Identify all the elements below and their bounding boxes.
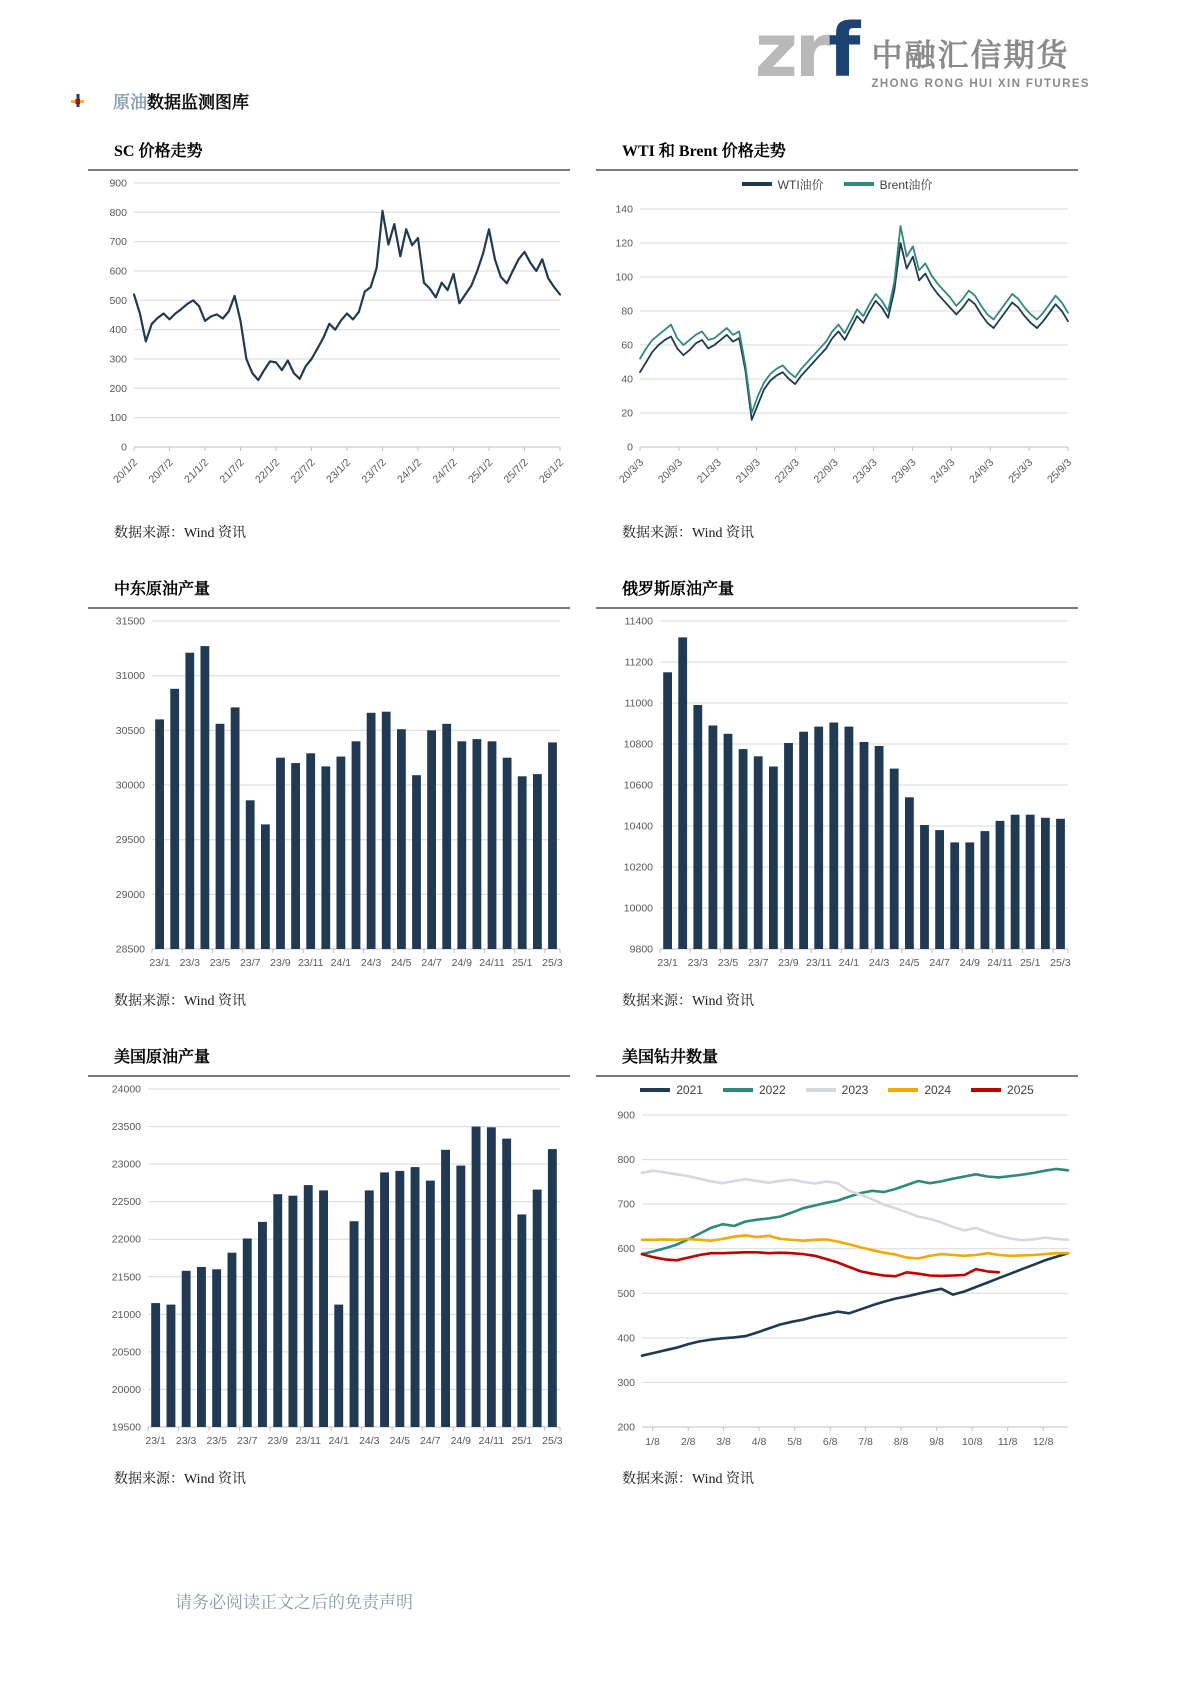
us-rigs-chart — [596, 1103, 1077, 1457]
svg-text:31000: 31000 — [115, 670, 145, 683]
section-title — [70, 88, 249, 113]
legend-label: Brent油价 — [879, 177, 933, 192]
svg-text:140: 140 — [615, 203, 633, 216]
chart-title-wti-brent: WTI 和 Brent 价格走势 — [622, 143, 786, 160]
svg-text:24/11: 24/11 — [478, 1435, 505, 1447]
us-rigs-legend — [596, 1077, 1078, 1103]
svg-text:29000: 29000 — [115, 888, 145, 901]
logo-f-text: f — [828, 8, 858, 94]
svg-text:22/9/3: 22/9/3 — [811, 456, 841, 486]
svg-text:24/9: 24/9 — [959, 957, 981, 969]
svg-text:23/1: 23/1 — [149, 957, 170, 969]
svg-text:23/5: 23/5 — [206, 1435, 227, 1447]
legend-label: 2022 — [758, 1083, 786, 1097]
us-output-card — [88, 1034, 570, 1500]
svg-text:24/1: 24/1 — [330, 957, 352, 969]
svg-text:23/3: 23/3 — [687, 957, 709, 969]
svg-text:25/3: 25/3 — [1050, 957, 1071, 969]
data-source-wti-brent: 数据来源：Wind 资讯 — [622, 526, 755, 541]
svg-text:500: 500 — [617, 1287, 635, 1300]
us-rigs-card — [596, 1034, 1078, 1500]
svg-text:20/3/3: 20/3/3 — [616, 456, 647, 486]
svg-text:22000: 22000 — [111, 1233, 141, 1246]
chart-title-us-output: 美国原油产量 — [114, 1049, 211, 1066]
svg-text:26/1/2: 26/1/2 — [536, 456, 567, 486]
svg-text:24/11: 24/11 — [987, 957, 1013, 969]
page-title — [113, 88, 249, 113]
svg-text:24/3: 24/3 — [360, 957, 382, 969]
chart-grid — [88, 128, 1078, 1500]
svg-text:600: 600 — [617, 1243, 635, 1256]
svg-text:23/11: 23/11 — [295, 1435, 321, 1447]
svg-text:11400: 11400 — [624, 615, 653, 628]
svg-text:21000: 21000 — [111, 1308, 141, 1321]
data-source-us-output: 数据来源：Wind 资讯 — [114, 1472, 247, 1487]
legend-swatch — [640, 1088, 670, 1092]
data-source-middle-east: 数据来源：Wind 资讯 — [114, 994, 247, 1009]
svg-text:23/1: 23/1 — [657, 957, 678, 969]
svg-text:700: 700 — [109, 236, 127, 249]
legend-swatch — [723, 1088, 753, 1092]
svg-text:24/1/2: 24/1/2 — [394, 456, 425, 486]
svg-text:0: 0 — [121, 441, 127, 454]
svg-text:23/11: 23/11 — [805, 957, 832, 969]
svg-text:19500: 19500 — [111, 1421, 141, 1434]
svg-text:24/3: 24/3 — [868, 957, 890, 969]
chart-title-middle-east: 中东原油产量 — [114, 581, 211, 598]
svg-text:22/7/2: 22/7/2 — [288, 456, 318, 486]
page-title-accent: 原油 — [113, 93, 147, 112]
svg-text:2/8: 2/8 — [680, 1436, 696, 1448]
svg-text:20500: 20500 — [111, 1346, 141, 1359]
svg-text:25/1: 25/1 — [511, 1435, 533, 1447]
legend-item — [806, 1083, 869, 1097]
svg-text:800: 800 — [109, 206, 127, 219]
svg-text:23500: 23500 — [111, 1121, 141, 1134]
svg-text:9800: 9800 — [629, 943, 653, 956]
svg-text:30500: 30500 — [115, 724, 145, 737]
svg-text:25/9/3: 25/9/3 — [1044, 456, 1075, 486]
svg-text:24/5: 24/5 — [389, 1435, 411, 1447]
svg-text:25/3/3: 25/3/3 — [1006, 456, 1036, 486]
svg-text:21/1/2: 21/1/2 — [181, 456, 212, 486]
svg-text:12/8: 12/8 — [1032, 1436, 1054, 1448]
svg-text:20000: 20000 — [111, 1383, 141, 1396]
svg-text:300: 300 — [109, 353, 127, 366]
legend-swatch — [971, 1088, 1001, 1092]
data-source-us-rigs: 数据来源：Wind 资讯 — [622, 1472, 755, 1487]
russia-output-card — [596, 566, 1078, 1022]
svg-text:20/1/2: 20/1/2 — [110, 456, 141, 486]
logo-zr-text: zr — [754, 8, 829, 94]
svg-text:24/9: 24/9 — [451, 957, 473, 969]
legend-label: 2021 — [676, 1083, 703, 1097]
wti-brent-legend — [596, 171, 1078, 197]
logo-text-block — [872, 30, 1091, 90]
logo-company-name-cn: 中融汇信期货 — [871, 38, 1070, 73]
svg-text:25/1/2: 25/1/2 — [465, 456, 496, 486]
middle-east-output-card — [88, 566, 570, 1022]
legend-item — [888, 1083, 951, 1097]
svg-text:10000: 10000 — [623, 902, 653, 915]
legend-swatch — [888, 1088, 918, 1092]
svg-text:23/9/3: 23/9/3 — [889, 456, 919, 486]
svg-text:20: 20 — [621, 407, 633, 420]
legend-item — [723, 1083, 786, 1097]
legend-swatch — [844, 182, 874, 186]
svg-text:24/7: 24/7 — [420, 1435, 441, 1447]
svg-text:21500: 21500 — [111, 1271, 141, 1284]
svg-text:31500: 31500 — [115, 615, 145, 628]
svg-text:900: 900 — [617, 1109, 635, 1122]
svg-text:24/1: 24/1 — [838, 957, 860, 969]
svg-text:9/8: 9/8 — [929, 1436, 945, 1448]
legend-label: 2024 — [924, 1083, 952, 1097]
svg-text:400: 400 — [617, 1332, 635, 1345]
wti-brent-card — [596, 128, 1078, 554]
legend-label: 2023 — [841, 1083, 869, 1097]
svg-text:0: 0 — [627, 441, 633, 454]
svg-text:800: 800 — [617, 1154, 635, 1167]
svg-text:11/8: 11/8 — [997, 1436, 1018, 1448]
svg-text:200: 200 — [109, 382, 127, 395]
svg-text:23/7/2: 23/7/2 — [359, 456, 389, 486]
logo-wordmark — [754, 8, 858, 94]
svg-text:24/7: 24/7 — [421, 957, 442, 969]
legend-label: 2025 — [1007, 1083, 1034, 1097]
svg-text:24/1: 24/1 — [328, 1435, 349, 1447]
svg-text:900: 900 — [109, 177, 127, 190]
svg-text:20/7/2: 20/7/2 — [146, 456, 176, 486]
svg-text:24/7/2: 24/7/2 — [430, 456, 460, 486]
svg-text:7/8: 7/8 — [858, 1436, 873, 1448]
chart-title-sc: SC 价格走势 — [114, 143, 203, 160]
svg-text:23/5: 23/5 — [717, 957, 739, 969]
svg-text:10200: 10200 — [623, 861, 653, 874]
svg-text:24/7: 24/7 — [929, 957, 950, 969]
svg-text:24000: 24000 — [111, 1083, 141, 1096]
svg-text:23/7: 23/7 — [239, 957, 261, 969]
svg-text:11200: 11200 — [624, 656, 653, 669]
data-source-russia: 数据来源：Wind 资讯 — [622, 994, 755, 1009]
svg-text:23/3: 23/3 — [179, 957, 201, 969]
svg-text:600: 600 — [109, 265, 127, 278]
svg-text:25/3: 25/3 — [542, 957, 563, 969]
svg-text:100: 100 — [109, 412, 127, 425]
svg-text:24/5: 24/5 — [391, 957, 412, 969]
svg-text:30000: 30000 — [115, 779, 145, 792]
svg-text:20/9/3: 20/9/3 — [655, 456, 686, 486]
svg-text:24/3/3: 24/3/3 — [928, 456, 958, 486]
company-logo — [754, 8, 1090, 94]
data-source-sc: 数据来源：Wind 资讯 — [114, 526, 247, 541]
svg-text:10400: 10400 — [623, 820, 653, 833]
svg-text:23/9: 23/9 — [778, 957, 799, 969]
svg-text:21/3/3: 21/3/3 — [694, 456, 724, 486]
page-title-rest: 数据监测图库 — [147, 93, 249, 112]
section-bullet-icon — [70, 93, 85, 108]
legend-swatch — [806, 1088, 836, 1092]
svg-text:29500: 29500 — [115, 834, 145, 847]
svg-text:24/11: 24/11 — [479, 957, 505, 969]
chart-title-russia: 俄罗斯原油产量 — [622, 581, 735, 598]
sc-price-card — [88, 128, 570, 554]
svg-text:25/1: 25/1 — [1019, 957, 1041, 969]
chart-title-us-rigs: 美国钻井数量 — [622, 1049, 719, 1066]
svg-text:4/8: 4/8 — [751, 1436, 767, 1448]
legend-item — [640, 1083, 703, 1097]
svg-text:23/3/3: 23/3/3 — [850, 456, 880, 486]
svg-text:23/9: 23/9 — [270, 957, 291, 969]
svg-text:21/9/3: 21/9/3 — [733, 456, 763, 486]
svg-text:5/8: 5/8 — [787, 1436, 803, 1448]
legend-label: WTI油价 — [777, 177, 824, 192]
svg-text:6/8: 6/8 — [822, 1436, 838, 1448]
svg-text:60: 60 — [621, 339, 633, 352]
svg-text:24/3: 24/3 — [359, 1435, 380, 1447]
svg-text:23000: 23000 — [111, 1158, 141, 1171]
svg-text:25/7/2: 25/7/2 — [501, 456, 531, 486]
svg-text:3/8: 3/8 — [716, 1436, 731, 1448]
svg-text:25/3: 25/3 — [542, 1435, 563, 1447]
svg-text:8/8: 8/8 — [893, 1436, 909, 1448]
svg-text:23/7: 23/7 — [747, 957, 769, 969]
legend-item — [742, 176, 824, 193]
svg-text:24/9: 24/9 — [450, 1435, 472, 1447]
svg-text:700: 700 — [617, 1198, 635, 1211]
svg-text:22500: 22500 — [111, 1196, 141, 1209]
svg-text:40: 40 — [621, 373, 633, 386]
us-output-chart — [88, 1077, 569, 1457]
russia-output-chart — [596, 609, 1077, 979]
svg-text:10800: 10800 — [623, 738, 653, 751]
logo-company-name-en: ZHONG RONG HUI XIN FUTURES — [871, 78, 1090, 90]
wti-brent-chart — [596, 197, 1077, 511]
svg-text:24/9/3: 24/9/3 — [967, 456, 997, 486]
svg-text:500: 500 — [109, 294, 127, 307]
svg-text:1/8: 1/8 — [645, 1436, 660, 1448]
svg-text:400: 400 — [109, 324, 127, 337]
legend-item — [844, 176, 933, 193]
svg-text:28500: 28500 — [115, 943, 145, 956]
svg-text:23/1: 23/1 — [145, 1435, 166, 1447]
svg-text:200: 200 — [617, 1421, 635, 1434]
svg-text:80: 80 — [621, 305, 633, 318]
svg-text:11000: 11000 — [624, 697, 653, 710]
svg-text:23/9: 23/9 — [267, 1435, 288, 1447]
disclaimer-text: 请务必阅读正文之后的免责声明 — [175, 1593, 413, 1612]
svg-text:22/3/3: 22/3/3 — [772, 456, 802, 486]
svg-text:100: 100 — [615, 271, 633, 284]
svg-text:10600: 10600 — [623, 779, 653, 792]
svg-text:10/8: 10/8 — [961, 1436, 983, 1448]
svg-text:21/7/2: 21/7/2 — [217, 456, 247, 486]
svg-text:23/3: 23/3 — [175, 1435, 197, 1447]
sc-price-chart — [88, 171, 569, 511]
svg-text:24/5: 24/5 — [899, 957, 920, 969]
svg-text:23/1/2: 23/1/2 — [323, 456, 354, 486]
legend-item — [971, 1083, 1034, 1097]
svg-text:25/1: 25/1 — [511, 957, 533, 969]
svg-text:23/5: 23/5 — [209, 957, 231, 969]
svg-text:120: 120 — [615, 237, 633, 250]
svg-text:300: 300 — [617, 1376, 635, 1389]
legend-swatch — [742, 182, 772, 186]
svg-text:23/11: 23/11 — [297, 957, 324, 969]
svg-text:23/7: 23/7 — [236, 1435, 258, 1447]
svg-text:22/1/2: 22/1/2 — [252, 456, 283, 486]
middle-east-output-chart — [88, 609, 569, 979]
